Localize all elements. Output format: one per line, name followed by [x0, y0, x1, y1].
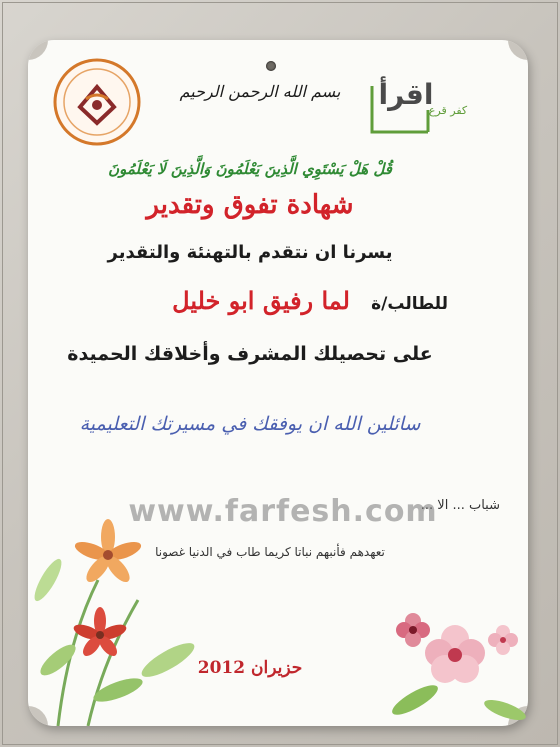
logo-main-text: اقرأ	[378, 78, 434, 111]
logo-sub-text: كفر قرع	[428, 104, 468, 117]
student-name: لما رفيق ابو خليل	[172, 286, 350, 315]
wish-line: سائلين الله ان يوفقك في مسيرتك التعليمية	[79, 413, 421, 435]
hanging-hole	[266, 61, 276, 71]
poem-line-1: شباب ... الا ...	[420, 498, 500, 513]
achievement-line: على تحصيلك المشرف وأخلاقك الحميدة	[67, 343, 433, 365]
quran-verse: قُلْ هَلْ يَسْتَوِي الَّذِينَ يَعْلَمُونَ وَالَّذِينَ لَا يَعْلَمُونَ	[108, 160, 392, 178]
congratulations-line: يسرنا ان نتقدم بالتهنئة والتقدير	[107, 242, 393, 263]
student-label: للطالب/ة	[371, 294, 448, 314]
iqra-kafr-qara-logo	[366, 58, 468, 138]
basmala-calligraphy: بسم الله الرحمن الرحيم	[179, 82, 341, 101]
certificate-title: شهادة تفوق وتقدير	[146, 190, 354, 220]
poem-line-2: تعهدهم فأنبهم نباتا كريما طاب في الدنيا غصونا	[155, 545, 385, 559]
flowers-right-illustration	[385, 600, 530, 726]
certificate-date: حزيران 2012	[197, 658, 303, 678]
farfesh-watermark: www.farfesh.com	[128, 494, 438, 529]
student-row	[0, 286, 500, 322]
card-corner-notch	[508, 40, 528, 60]
school-emblem-logo	[52, 57, 142, 147]
card-corner-notch	[28, 40, 48, 60]
